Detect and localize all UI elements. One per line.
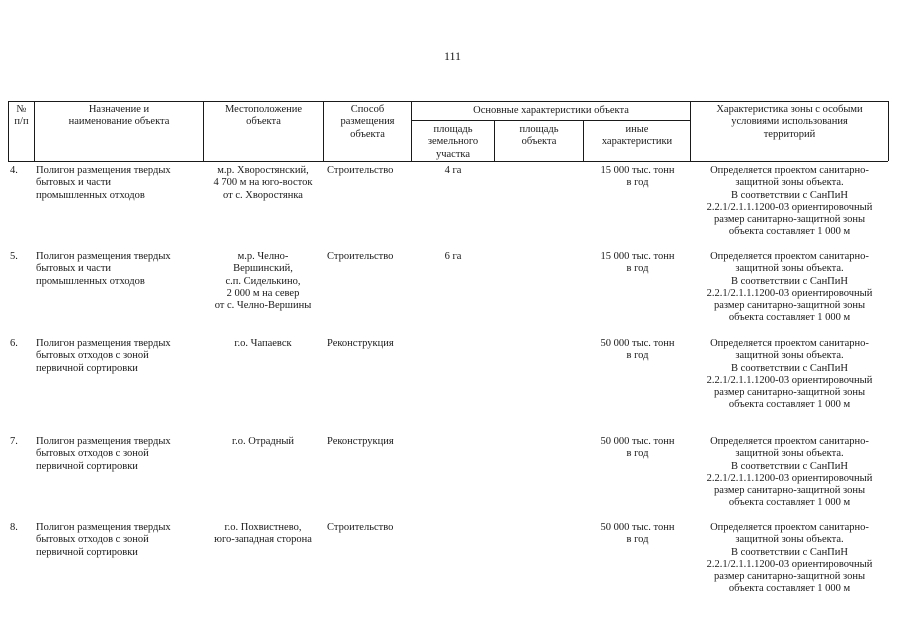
header-object-area-line: площадь — [519, 124, 559, 135]
row-location-line: 4 700 м на юго-восток — [213, 177, 313, 189]
header-method-line: размещения — [340, 116, 395, 128]
row-zone-line: Определяется проектом санитарно- — [710, 522, 869, 533]
row-location — [205, 165, 321, 202]
row-other-line: 50 000 тыс. тонн — [600, 522, 675, 533]
row-location-line: с.п. Сиделькино, — [225, 275, 301, 287]
row-num: 8. — [10, 522, 18, 533]
row-other-line: 50 000 тыс. тонн — [600, 338, 675, 349]
row-location-line: юго-западная сторона — [214, 534, 312, 546]
header-num-line: № — [16, 104, 27, 115]
row-zone-line: объекта составляет 1 000 м — [728, 497, 851, 509]
row-location — [205, 251, 321, 312]
row-zone-line: 2.2.1/2.1.1.1200-03 ориентировочный — [706, 374, 873, 386]
row-zone-line: В соответствии с СанПиН — [731, 275, 848, 287]
row-zone-line: Определяется проектом санитарно- — [710, 251, 869, 262]
row-location — [205, 522, 321, 547]
header-num — [9, 104, 34, 129]
row-zone-line: В соответствии с СанПиН — [731, 546, 848, 558]
header-method-line: Способ — [350, 104, 385, 115]
row-location-line: от с. Челно-Вершины — [214, 300, 312, 312]
row-location-line: м.р. Челно- — [237, 251, 289, 262]
row-zone-line: объекта составляет 1 000 м — [728, 399, 851, 411]
row-zone — [691, 338, 888, 412]
row-other-line: в год — [626, 448, 649, 460]
row-other-line: 15 000 тыс. тонн — [600, 165, 675, 176]
row-other-line: 50 000 тыс. тонн — [600, 436, 675, 447]
header-method — [324, 104, 411, 141]
row-name — [36, 436, 203, 473]
row-name — [36, 165, 203, 202]
header-land-area-line: площадь — [433, 124, 473, 135]
header-other-line: иные — [625, 124, 649, 135]
row-other-line: в год — [626, 177, 649, 189]
row-name-line: бытовых и части — [36, 263, 112, 275]
row-zone-line: защитной зоны объекта. — [735, 177, 844, 189]
row-name-line: первичной сортировки — [36, 546, 138, 558]
row-method: Строительство — [327, 251, 394, 262]
row-method: Реконструкция — [327, 436, 394, 447]
row-num: 4. — [10, 165, 18, 176]
row-zone-line: защитной зоны объекта. — [735, 263, 844, 275]
header-column-border — [888, 101, 889, 161]
row-location-line: г.о. Отрадный — [231, 436, 295, 447]
row-location — [205, 436, 321, 448]
row-other-line: в год — [626, 263, 649, 275]
row-num: 6. — [10, 338, 18, 349]
row-zone-line: Определяется проектом санитарно- — [710, 436, 869, 447]
header-main-characteristics: Основные характеристики объекта — [473, 105, 629, 116]
row-zone-line: 2.2.1/2.1.1.1200-03 ориентировочный — [706, 472, 873, 484]
row-zone-line: объекта составляет 1 000 м — [728, 583, 851, 595]
row-zone-line: защитной зоны объекта. — [735, 534, 844, 546]
row-land-area: 4 га — [444, 165, 462, 176]
header-other — [584, 124, 690, 149]
row-zone — [691, 522, 888, 596]
row-location-line: г.о. Чапаевск — [234, 338, 292, 349]
row-name — [36, 338, 203, 375]
row-zone-line: 2.2.1/2.1.1.1200-03 ориентировочный — [706, 287, 873, 299]
row-name-line: бытовых и части — [36, 177, 112, 189]
row-zone-line: Определяется проектом санитарно- — [710, 338, 869, 349]
header-bottom-border — [8, 161, 888, 162]
row-zone-line: 2.2.1/2.1.1.1200-03 ориентировочный — [706, 558, 873, 570]
header-zone-line: условиями использования — [731, 116, 848, 128]
row-zone-line: Определяется проектом санитарно- — [710, 165, 869, 176]
row-zone-line: защитной зоны объекта. — [735, 350, 844, 362]
header-method-line: объекта — [350, 128, 385, 140]
row-name — [36, 522, 203, 559]
header-object-area — [495, 124, 583, 149]
row-name-line: бытовых отходов с зоной — [36, 448, 149, 460]
row-name-line: Полигон размещения твердых — [36, 436, 171, 447]
header-name-line: Назначение и — [88, 104, 150, 115]
row-name-line: бытовых отходов с зоной — [36, 350, 149, 362]
header-num-line: п/п — [14, 116, 29, 128]
header-location-line: объекта — [246, 116, 281, 128]
header-zone — [691, 104, 888, 141]
row-other — [585, 251, 690, 276]
row-name-line: Полигон размещения твердых — [36, 165, 171, 176]
row-other-line: 15 000 тыс. тонн — [600, 251, 675, 262]
header-land-area-line: земельного — [427, 136, 479, 148]
row-zone — [691, 165, 888, 239]
row-zone-line: объекта составляет 1 000 м — [728, 226, 851, 238]
row-zone-line: размер санитарно-защитной зоны — [714, 300, 865, 312]
row-zone-line: В соответствии с СанПиН — [731, 460, 848, 472]
header-land-area-line: участка — [435, 148, 471, 160]
row-zone-line: размер санитарно-защитной зоны — [714, 571, 865, 583]
row-other — [585, 522, 690, 547]
row-zone — [691, 251, 888, 325]
header-name — [35, 104, 203, 129]
header-name-line: наименование объекта — [68, 116, 170, 128]
row-land-area: 6 га — [444, 251, 462, 262]
header-zone-line: территорий — [763, 128, 816, 140]
row-other-line: в год — [626, 350, 649, 362]
header-other-line: характеристики — [601, 136, 673, 148]
header-subgroup-border — [411, 120, 690, 121]
row-name-line: Полигон размещения твердых — [36, 522, 171, 533]
header-top-border — [8, 101, 888, 102]
row-num: 5. — [10, 251, 18, 262]
row-other — [585, 165, 690, 190]
row-location-line: м.р. Хворостянский, — [217, 165, 309, 176]
row-zone-line: объекта составляет 1 000 м — [728, 312, 851, 324]
header-location — [204, 104, 323, 129]
row-location — [205, 338, 321, 350]
row-other — [585, 436, 690, 461]
row-name-line: Полигон размещения твердых — [36, 338, 171, 349]
row-name-line: промышленных отходов — [36, 189, 145, 201]
row-method: Строительство — [327, 522, 394, 533]
row-method: Строительство — [327, 165, 394, 176]
row-name-line: промышленных отходов — [36, 275, 145, 287]
row-zone-line: защитной зоны объекта. — [735, 448, 844, 460]
row-name-line: Полигон размещения твердых — [36, 251, 171, 262]
row-zone-line: 2.2.1/2.1.1.1200-03 ориентировочный — [706, 201, 873, 213]
header-location-line: Местоположение — [224, 104, 303, 115]
header-zone-line: Характеристика зоны с особыми — [716, 104, 863, 115]
row-location-line: от с. Хворостянка — [223, 189, 303, 201]
row-name-line: бытовых отходов с зоной — [36, 534, 149, 546]
header-object-area-line: объекта — [521, 136, 557, 148]
row-zone-line: размер санитарно-защитной зоны — [714, 485, 865, 497]
row-name — [36, 251, 203, 288]
row-num: 7. — [10, 436, 18, 447]
header-land-area — [412, 124, 494, 161]
row-other-line: в год — [626, 534, 649, 546]
row-name-line: первичной сортировки — [36, 362, 138, 374]
row-zone-line: В соответствии с СанПиН — [731, 189, 848, 201]
row-name-line: первичной сортировки — [36, 460, 138, 472]
row-zone — [691, 436, 888, 510]
page-number: 111 — [443, 49, 462, 63]
row-location-line: Вершинский, — [233, 263, 293, 275]
row-location-line: г.о. Похвистнево, — [224, 522, 302, 533]
row-zone-line: размер санитарно-защитной зоны — [714, 387, 865, 399]
row-zone-line: размер санитарно-защитной зоны — [714, 214, 865, 226]
row-location-line: 2 000 м на север — [226, 287, 300, 299]
row-other — [585, 338, 690, 363]
row-zone-line: В соответствии с СанПиН — [731, 362, 848, 374]
row-method: Реконструкция — [327, 338, 394, 349]
